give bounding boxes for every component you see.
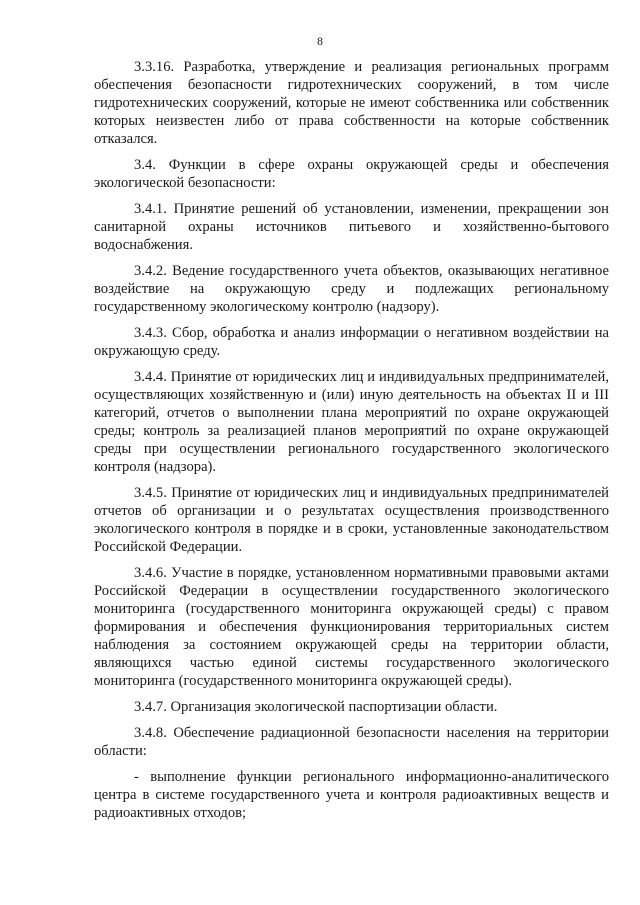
paragraph-3-4-4: 3.4.4. Принятие от юридических лиц и индивидуальных предпринимателей, осуществляющих хозяйственную и (или) иную деятельность на объектах II и III категорий, отчетов о выполнении плана мероприятий по охране окружающей среды; контроль за реализацией планов мероприятий по охране окружающей среды при осуществлении регионального государственного экологического контроля (надзора).	[94, 369, 609, 475]
document-body	[94, 58, 609, 822]
paragraph-3-4: 3.4. Функции в сфере охраны окружающей среды и обеспечения экологической безопасности:	[94, 157, 609, 191]
page-number: 8	[317, 34, 323, 48]
paragraph-3-4-5: 3.4.5. Принятие от юридических лиц и индивидуальных предпринимателей отчетов об организации и о результатах осуществления производственного экологического контроля в порядке и в сроки, установленные законодательством Российской Федерации.	[94, 485, 609, 555]
list-item-radiation-center: - выполнение функции регионального информационно-аналитического центра в системе государственного учета и контроля радиоактивных веществ и радиоактивных отходов;	[94, 769, 609, 821]
paragraph-3-4-7: 3.4.7. Организация экологической паспортизации области.	[134, 699, 498, 715]
paragraph-3-4-6: 3.4.6. Участие в порядке, установленном нормативными правовыми актами Российской Федерации в осуществлении государственного экологического мониторинга (государственного мониторинга окружающей среды) с правом формирования и обеспечения функционирования территориальных систем наблюдения за состоянием окружающей среды на территории области, являющихся частью единой системы государственного экологического мониторинга (государственного мониторинга окружающей среды).	[94, 565, 609, 689]
paragraph-3-4-1: 3.4.1. Принятие решений об установлении, изменении, прекращении зон санитарной охраны источников питьевого и хозяйственно-бытового водоснабжения.	[94, 201, 609, 253]
paragraph-3-4-3: 3.4.3. Сбор, обработка и анализ информации о негативном воздействии на окружающую среду.	[94, 325, 609, 359]
paragraph-3-3-16: 3.3.16. Разработка, утверждение и реализация региональных программ обеспечения безопасности гидротехнических сооружений, в том числе гидротехнических сооружений, которые не имеют собственника или собственник которых неизвестен либо от права собственности на которые собственник отказался.	[94, 59, 609, 147]
paragraph-3-4-2: 3.4.2. Ведение государственного учета объектов, оказывающих негативное воздействие на окружающую среду и подлежащих региональному государственному экологическому контролю (надзору).	[94, 263, 609, 315]
paragraph-3-4-8: 3.4.8. Обеспечение радиационной безопасности населения на территории области:	[94, 725, 609, 759]
